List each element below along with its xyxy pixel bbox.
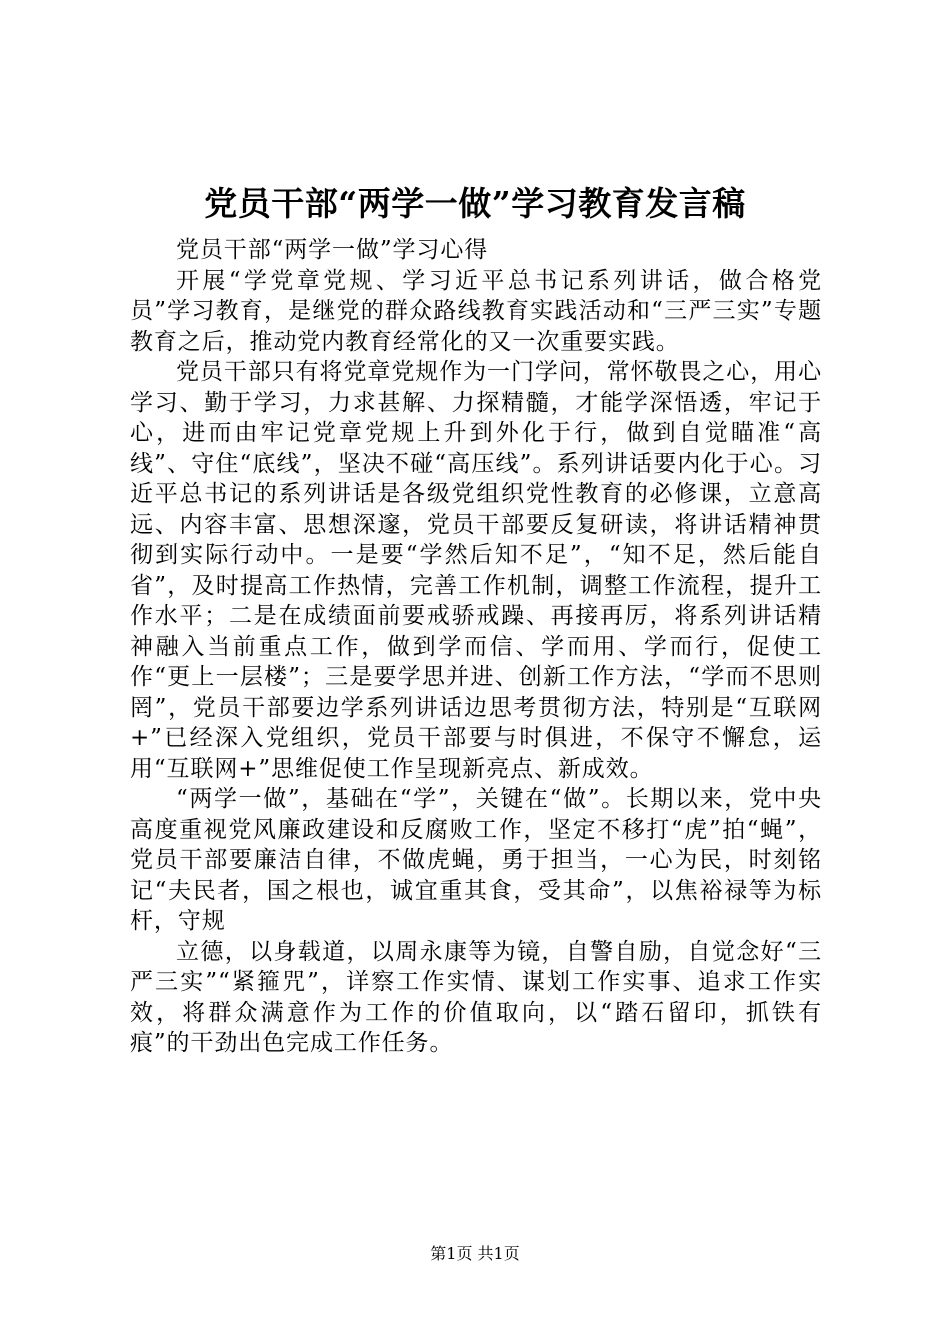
document-title: 党员干部“两学一做”学习教育发言稿: [204, 184, 746, 223]
body-paragraph: 立德，以身载道，以周永康等为镜，自警自励，自觉念好“三严三实”“紧箍咒”，详察工作实情、谋划工作实事、追求工作实效，将群众满意作为工作的价值取向，以“踏石留印，抓铁有痕”的干劲出色完成工作任务。: [130, 938, 822, 1056]
document-body: [130, 235, 822, 1059]
body-paragraph: 开展“学党章党规、学习近平总书记系列讲话，做合格党员”学习教育，是继党的群众路线教育实践活动和“三严三实”专题教育之后，推动党内教育经常化的又一次重要实践。: [130, 267, 822, 355]
body-paragraph: 党员干部只有将党章党规作为一门学问，常怀敬畏之心，用心学习、勤于学习，力求甚解、力探精髓，才能学深悟透，牢记于心，进而由牢记党章党规上升到外化于行，做到自觉瞄准“高线”、守住“底线”，坚决不碰“高压线”。系列讲话要内化于心。习近平总书记的系列讲话是各级党组织党性教育的必修课，立意高远、内容丰富、思想深邃，党员干部要反复研读，将讲话精神贯彻到实际行动中。一是要“学然后知不足”，“知不足，然后能自省”，及时提高工作热情，完善工作机制，调整工作流程，提升工作水平；二是在成绩面前要戒骄戒躁、再接再厉，将系列讲话精神融入当前重点工作，做到学而信、学而用、学而行，促使工作“更上一层楼”；三是要学思并进、创新工作方法，“学而不思则罔”，党员干部要边学系列讲话边思考贯彻方法，特别是“互联网+”已经深入党组织，党员干部要与时俱进，不保守不懈怠，运用“互联网+”思维促使工作呈现新亮点、新成效。: [130, 359, 822, 782]
page-number-footer: 第1页 共1页: [430, 1244, 520, 1263]
body-paragraph: “两学一做”，基础在“学”，关键在“做”。长期以来，党中央高度重视党风廉政建设和反腐败工作，坚定不移打“虎”拍“蝇”，党员干部要廉洁自律，不做虎蝇，勇于担当，一心为民，时刻铭记“夫民者，国之根也，诚宜重其食，受其命”，以焦裕禄等为标杆，守规: [130, 786, 822, 934]
subtitle-paragraph: 党员干部“两学一做”学习心得: [176, 237, 489, 263]
